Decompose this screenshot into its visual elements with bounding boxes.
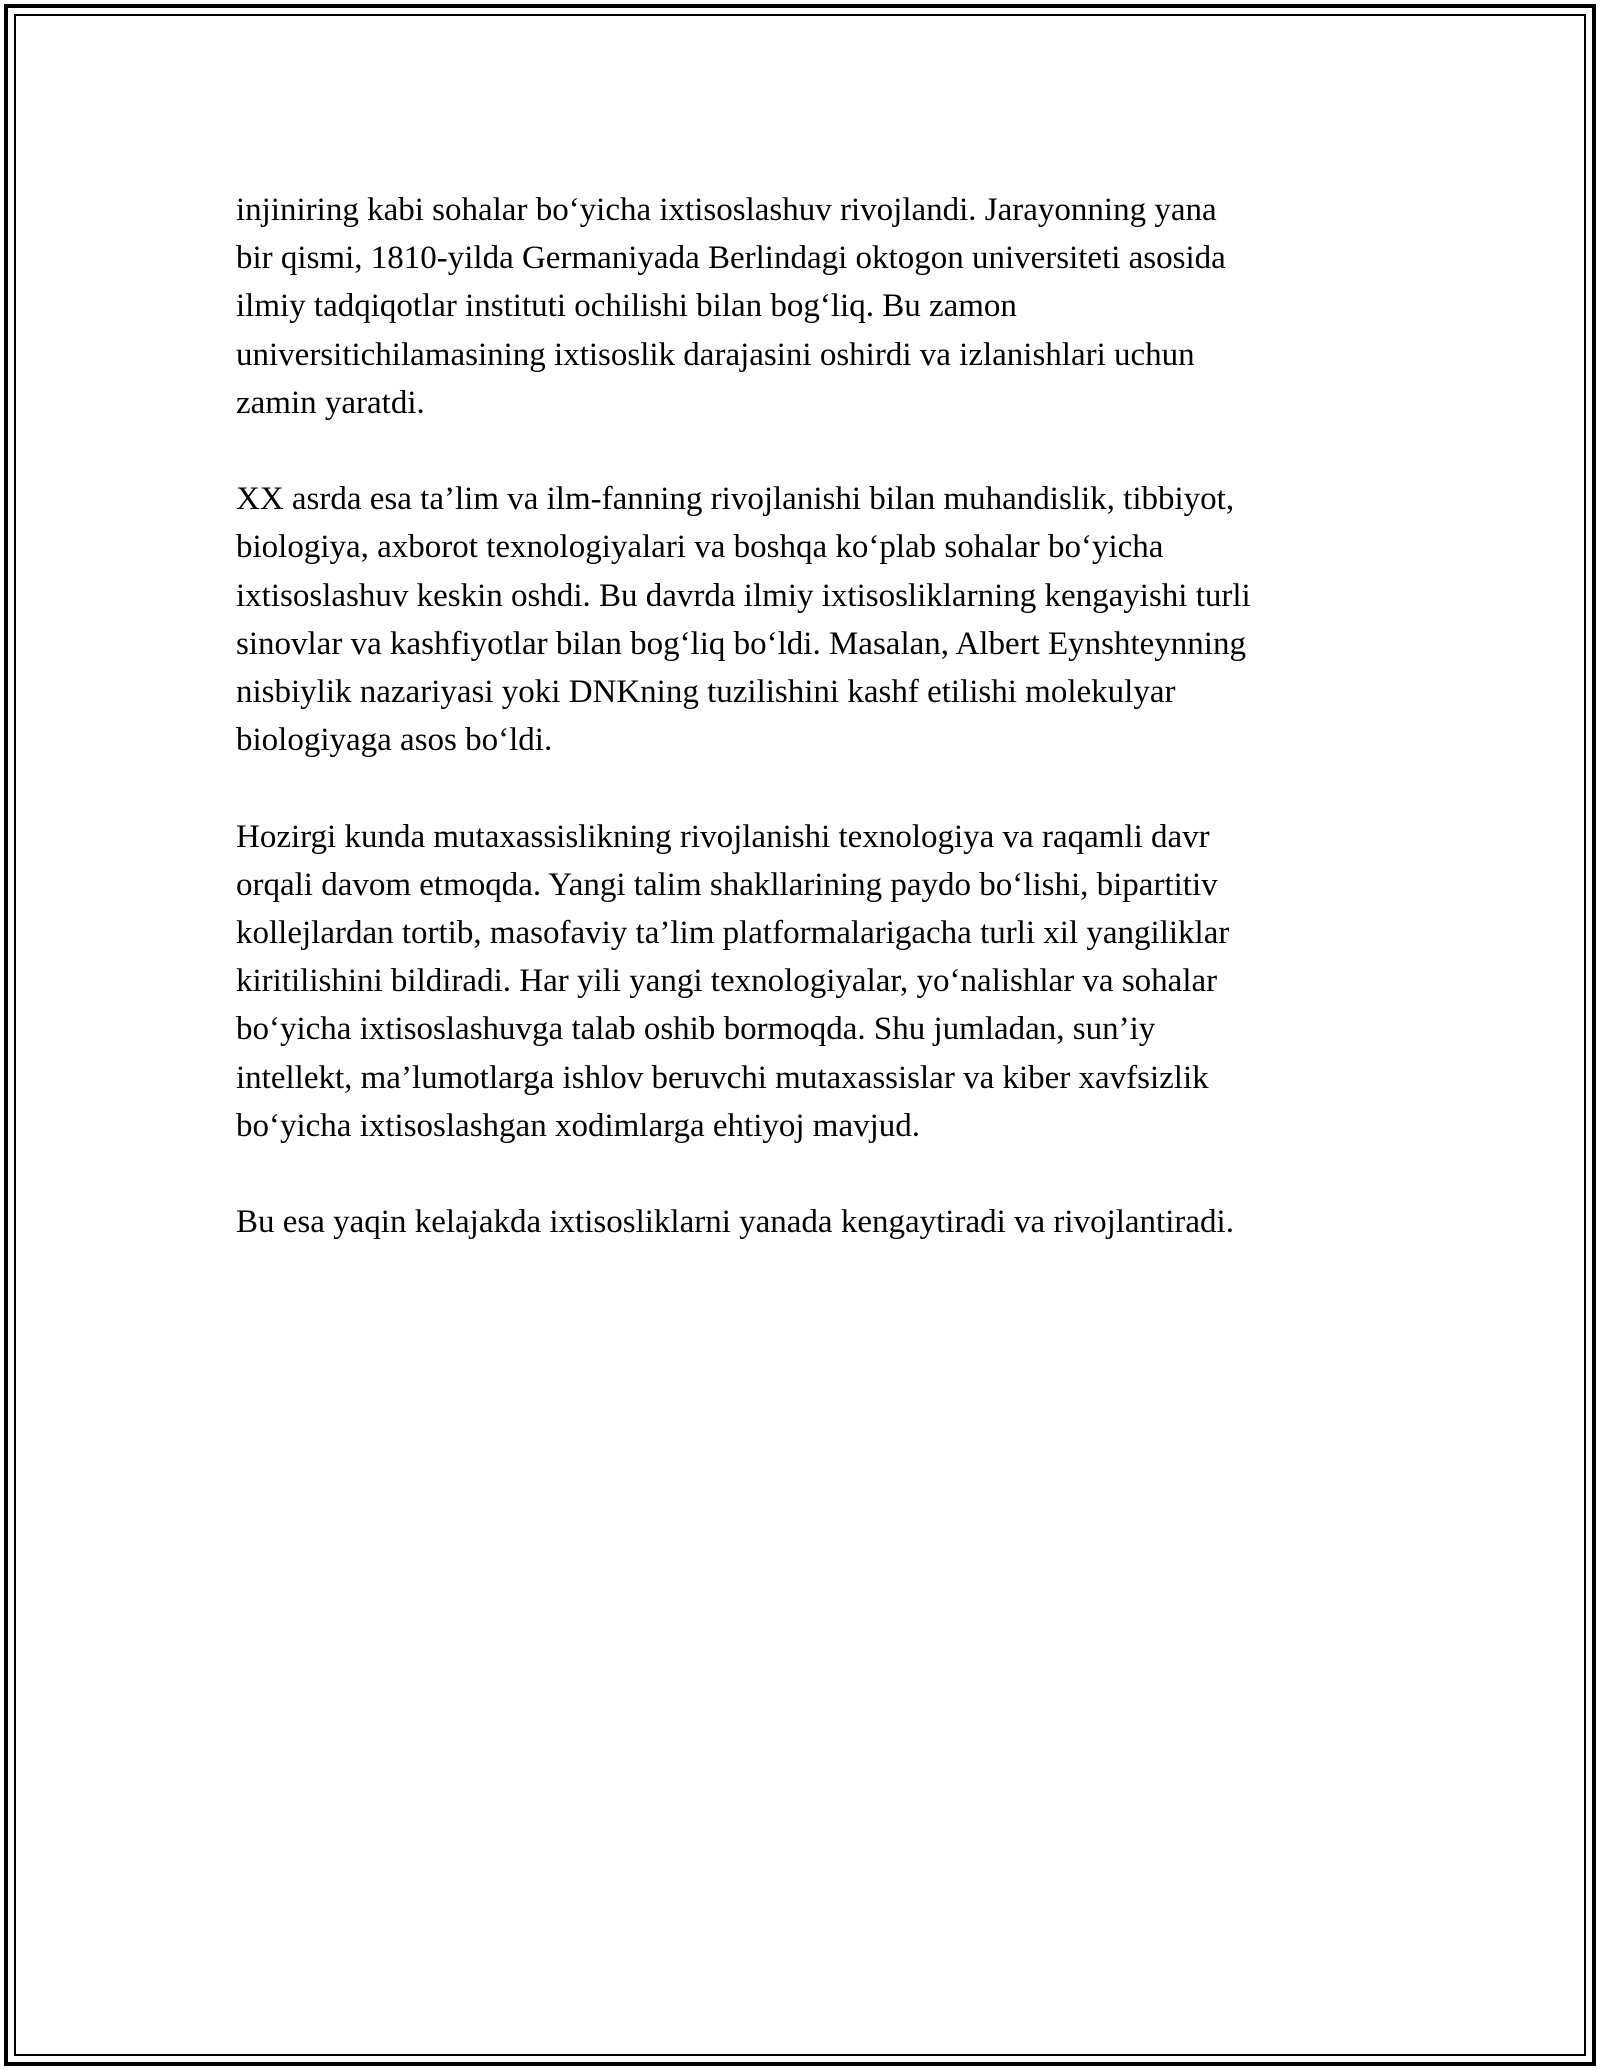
text-line: biologiya, axborot texnologiyalari va boshqa ko‘plab sohalar bo‘yicha [236,529,1164,566]
paragraph-2 [236,475,1376,764]
text-line: bo‘yicha ixtisoslashgan xodimlarga ehtiyoj mavjud. [236,1107,921,1144]
text-line: universitichilamasining ixtisoslik darajasini oshirdi va izlanishlari uchun [236,336,1195,373]
text-line: Hozirgi kunda mutaxassislikning rivojlanishi texnologiya va raqamli davr [236,818,1210,855]
text-line: kiritilishini bildiradi. Har yili yangi texnologiyalar, yo‘nalishlar va sohalar [236,963,1218,1000]
text-line: kollejlardan tortib, masofaviy ta’lim platformalarigacha turli xil yangiliklar [236,915,1230,952]
document-body [236,186,1376,1295]
text-line: nisbiylik nazariyasi yoki DNKning tuzilishini kashf etilishi molekulyar [236,674,1176,711]
text-line: injiniring kabi sohalar bo‘yicha ixtisoslashuv rivojlandi. Jarayonning yana [236,192,1217,228]
paragraph-4 [236,1198,1376,1246]
paragraph-1 [236,186,1376,427]
text-line: bo‘yicha ixtisoslashuvga talab oshib bormoqda. Shu jumladan, sun’iy [236,1011,1156,1048]
text-line: ilmiy tadqiqotlar instituti ochilishi bilan bog‘liq. Bu zamon [236,288,1017,325]
text-line: intellekt, ma’lumotlarga ishlov beruvchi mutaxassislar va kiber xavfsizlik [236,1059,1209,1096]
text-line: ixtisoslashuv keskin oshdi. Bu davrda ilmiy ixtisosliklarning kengayishi turli [236,577,1251,614]
text-line: bir qismi, 1810-yilda Germaniyada Berlindagi oktogon universiteti asosida [236,240,1226,277]
text-line: zamin yaratdi. [236,384,425,421]
text-line: XX asrda esa ta’lim va ilm-fanning rivojlanishi bilan muhandislik, tibbiyot, [236,481,1235,518]
paragraph-3 [236,813,1376,1150]
text-line: biologiyaga asos bo‘ldi. [236,722,553,759]
text-line: orqali davom etmoqda. Yangi talim shakllarining paydo bo‘lishi, bipartitiv [236,866,1218,903]
text-line: sinovlar va kashfiyotlar bilan bog‘liq bo‘ldi. Masalan, Albert Eynshteynning [236,625,1246,662]
text-line: Bu esa yaqin kelajakda ixtisosliklarni yanada kengaytiradi va rivojlantiradi. [236,1204,1234,1241]
